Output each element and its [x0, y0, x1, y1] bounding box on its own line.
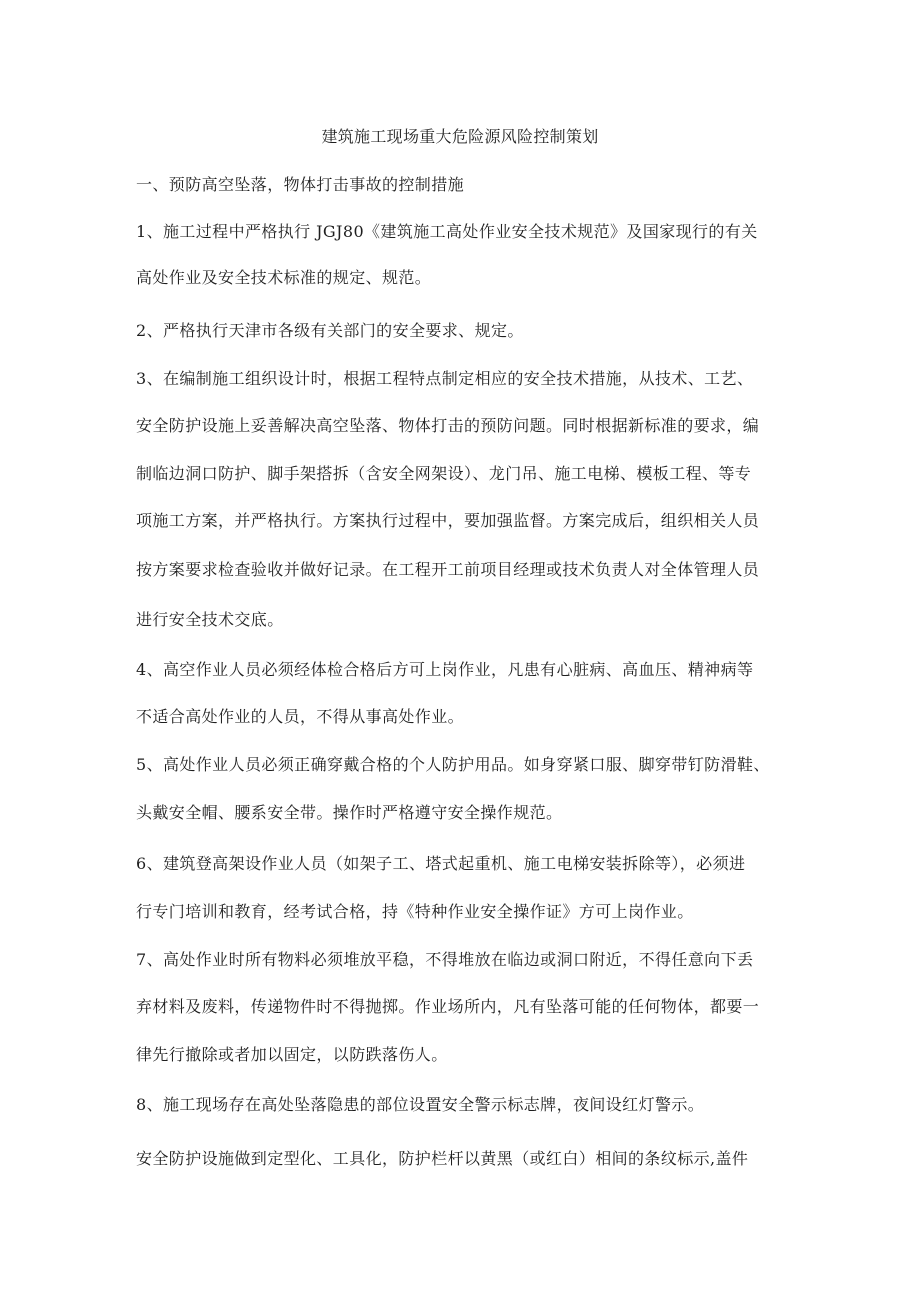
paragraph-line: 1、施工过程中严格执行 JGJ80《建筑施工高处作业安全技术规范》及国家现行的有关: [136, 222, 758, 241]
paragraph-line: 安全防护设施上妥善解决高空坠落、物体打击的预防问题。同时根据新标准的要求，编: [136, 416, 760, 435]
paragraph-line: 高处作业及安全技术标准的规定、规范。: [136, 268, 432, 287]
paragraph-line: 2、严格执行天津市各级有关部门的安全要求、规定。: [136, 321, 524, 340]
paragraph-line: 行专门培训和教育，经考试合格，持《特种作业安全操作证》方可上岗作业。: [136, 902, 694, 921]
paragraph-line: 安全防护设施做到定型化、工具化，防护栏杆以黄黑（或红白）相间的条纹标示,盖件: [136, 1149, 749, 1168]
paragraph-line: 弃材料及废料，传递物件时不得抛掷。作业场所内，凡有坠落可能的任何物体，都要一: [136, 997, 760, 1016]
paragraph-line: 律先行撤除或者加以固定，以防跌落伤人。: [136, 1045, 448, 1064]
paragraph-line: 4、高空作业人员必须经体检合格后方可上岗作业，凡患有心脏病、高血压、精神病等: [136, 660, 754, 679]
paragraph-line: 项施工方案，并严格执行。方案执行过程中，要加强监督。方案完成后，组织相关人员: [136, 511, 760, 530]
paragraph-line: 8、施工现场存在高处坠落隐患的部位设置安全警示标志牌，夜间设红灯警示。: [136, 1095, 705, 1114]
section-heading: 一、预防高空坠落，物体打击事故的控制措施: [136, 175, 465, 194]
document-title: 建筑施工现场重大危险源风险控制策划: [321, 127, 599, 146]
paragraph-line: 按方案要求检查验收并做好记录。在工程开工前项目经理或技术负责人对全体管理人员: [136, 560, 760, 579]
paragraph-line: 5、高处作业人员必须正确穿戴合格的个人防护用品。如身穿紧口服、脚穿带钉防滑鞋、: [136, 755, 770, 774]
paragraph-line: 3、在编制施工组织设计时，根据工程特点制定相应的安全技术措施，从技术、工艺、: [136, 369, 754, 388]
paragraph-line: 6、建筑登高架设作业人员（如架子工、塔式起重机、施工电梯安装拆除等），必须进: [136, 854, 746, 873]
paragraph-line: 进行安全技术交底。: [136, 610, 284, 629]
paragraph-line: 7、高处作业时所有物料必须堆放平稳，不得堆放在临边或洞口附近，不得任意向下丢: [136, 950, 754, 969]
paragraph-line: 头戴安全帽、腰系安全带。操作时严格遵守安全操作规范。: [136, 803, 563, 822]
paragraph-line: 制临边洞口防护、脚手架搭拆（含安全网架设）、龙门吊、施工电梯、模板工程、等专: [136, 464, 752, 483]
paragraph-line: 不适合高处作业的人员，不得从事高处作业。: [136, 707, 465, 726]
